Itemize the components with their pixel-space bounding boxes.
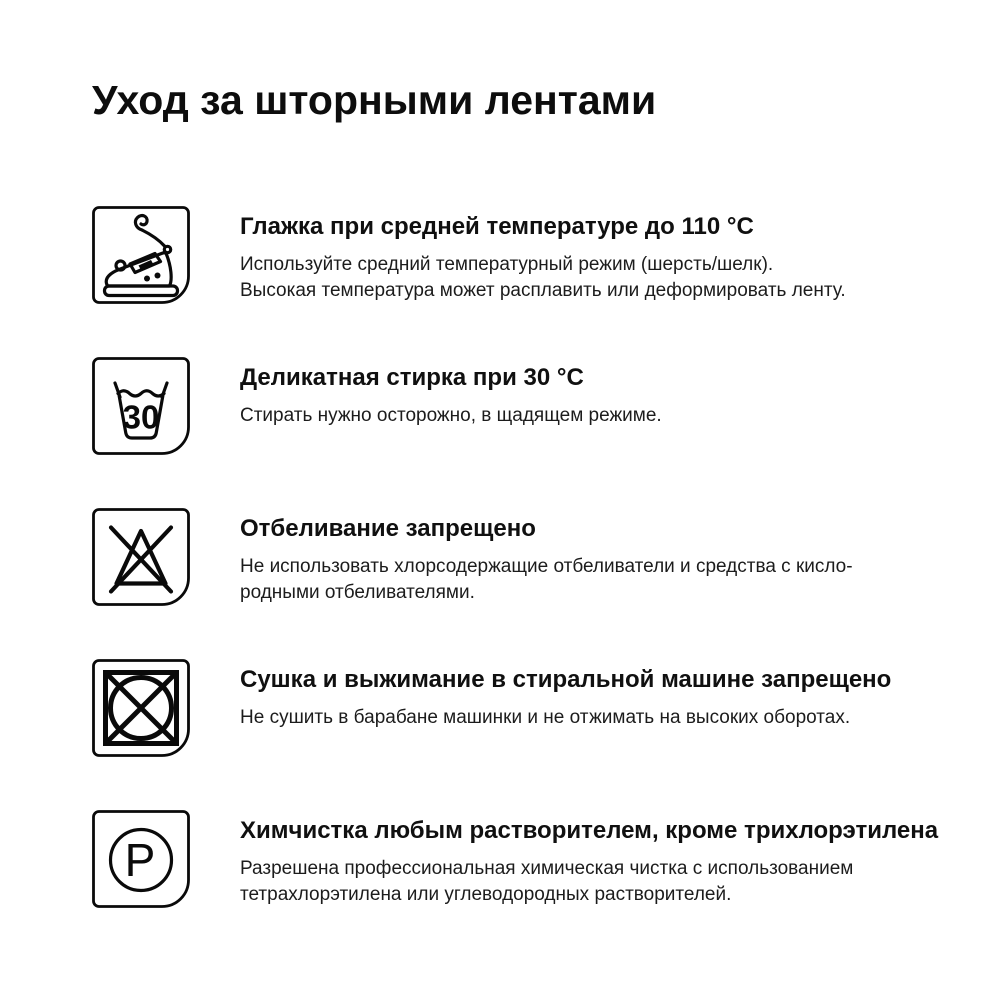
care-item-description-line: Не сушить в барабане машинки и не отжимать на высоких оборотах. — [240, 707, 851, 729]
care-item-dry-cleaning — [92, 810, 980, 908]
care-item-description-line: Не использовать хлорсодержащие отбеливатели и средства с кисло- — [240, 556, 853, 578]
dry-clean-p-icon — [92, 810, 190, 908]
care-item-washing — [92, 357, 980, 455]
care-item-heading: Отбеливание запрещено — [240, 515, 536, 543]
wash-temperature-label: 30 — [122, 398, 160, 436]
care-item-description-line: Высокая температура может расплавить или деформировать ленту. — [240, 280, 846, 302]
care-item-bleaching — [92, 508, 980, 606]
care-item-heading: Деликатная стирка при 30 °C — [240, 364, 584, 392]
care-item-drying — [92, 659, 980, 757]
iron-icon — [92, 206, 190, 304]
page-title: Уход за шторными лентами — [92, 77, 657, 123]
care-item-ironing — [92, 206, 980, 304]
care-item-description-line: родными отбеливателями. — [240, 582, 475, 604]
care-item-description-line: Разрешена профессиональная химическая чистка с использованием — [240, 858, 854, 880]
care-instructions-list — [92, 206, 980, 908]
care-item-text — [240, 810, 938, 908]
care-item-heading: Химчистка любым растворителем, кроме трихлорэтилена — [240, 817, 939, 845]
care-item-description-line: тетрахлорэтилена или углеводородных растворителей. — [240, 884, 732, 906]
no-tumble-dry-icon — [92, 659, 190, 757]
care-item-description-line: Стирать нужно осторожно, в щадящем режиме. — [240, 405, 662, 427]
care-item-heading: Сушка и выжимание в стиральной машине запрещено — [240, 666, 892, 694]
no-bleach-icon — [92, 508, 190, 606]
care-item-heading: Глажка при средней температуре до 110 °C — [240, 213, 754, 241]
care-item-text — [240, 659, 891, 731]
care-item-description-line: Используйте средний температурный режим (шерсть/шелк). — [240, 254, 774, 276]
care-item-text — [240, 357, 662, 429]
wash-30-icon — [92, 357, 190, 455]
dry-clean-letter-label: P — [124, 834, 156, 887]
care-item-text — [240, 206, 846, 304]
care-item-text — [240, 508, 853, 606]
